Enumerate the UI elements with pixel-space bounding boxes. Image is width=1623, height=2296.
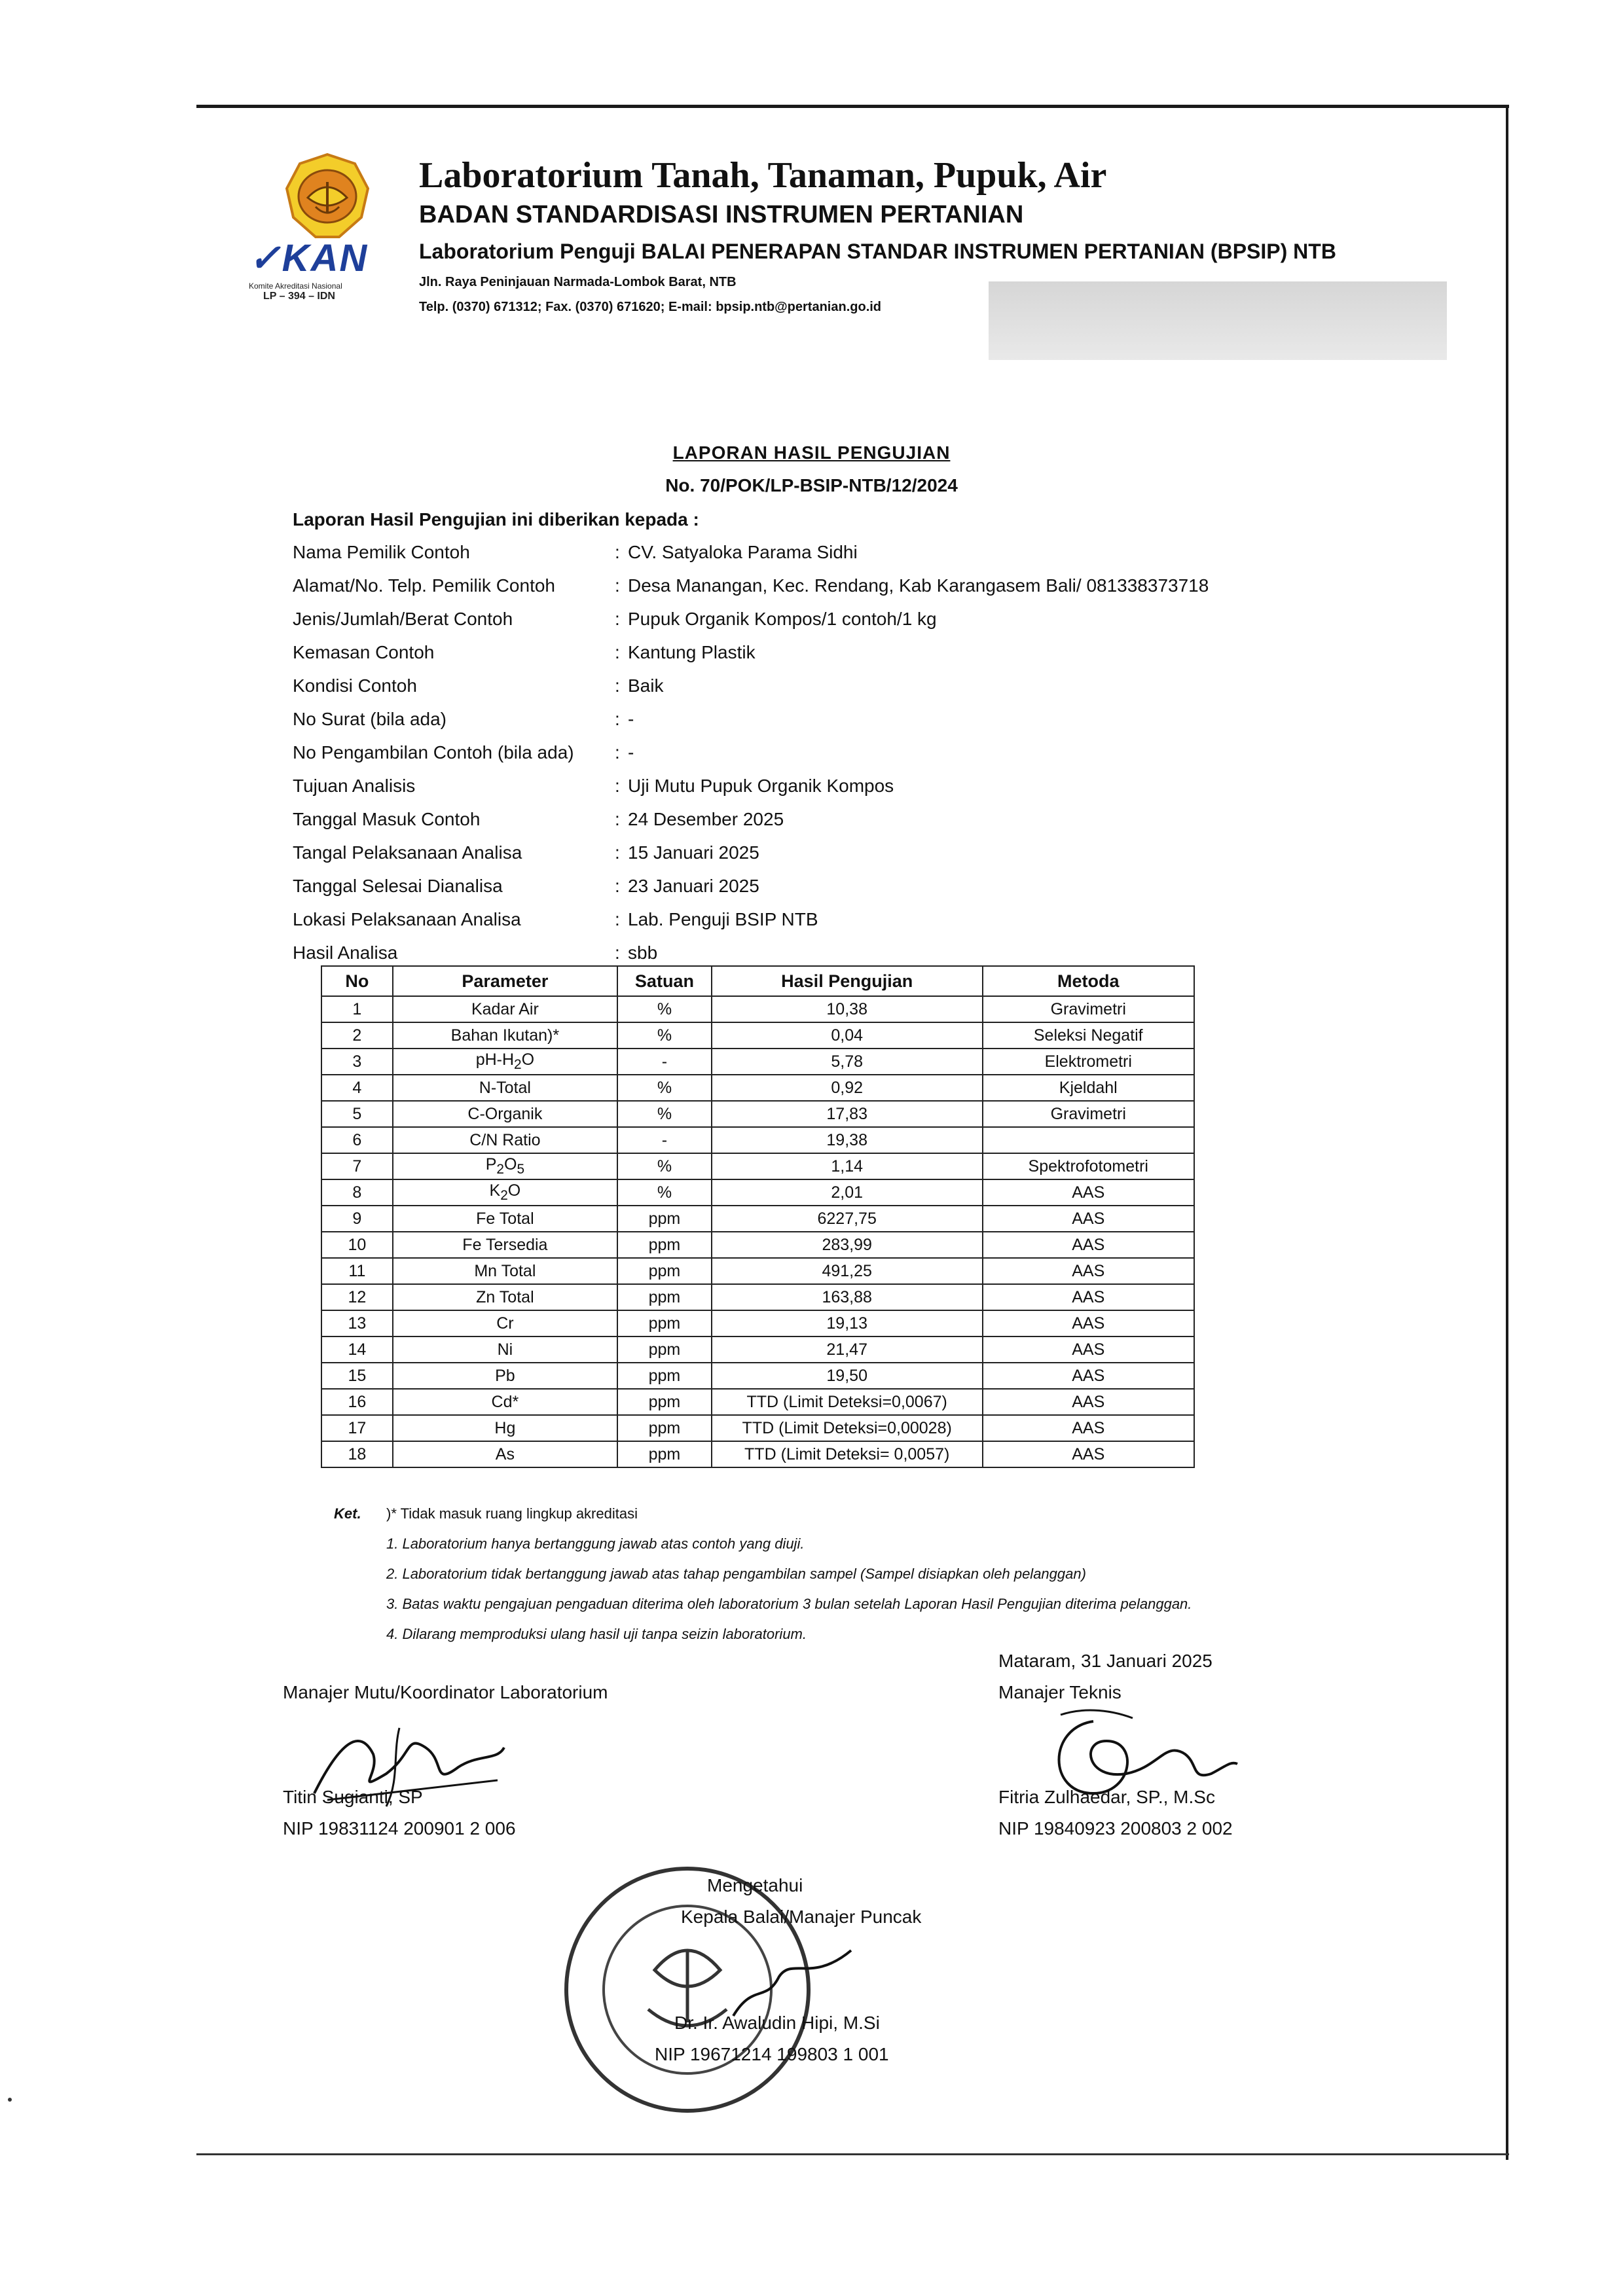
- cell-no: 14: [321, 1336, 393, 1363]
- col-parameter: Parameter: [393, 966, 617, 996]
- table-row: [321, 1415, 1194, 1441]
- cell-parameter: $P_2O_5$: [393, 1153, 617, 1179]
- lab-address: Jln. Raya Peninjauan Narmada-Lombok Barat, NTB: [419, 275, 737, 289]
- cell-no: 7: [321, 1153, 393, 1179]
- table-row: [321, 1284, 1194, 1310]
- cell-result: TTD (Limit Deteksi=0,00028): [712, 1415, 983, 1441]
- signer-name: Titin Sugianti, SP: [283, 1787, 423, 1807]
- cell-result: 0,92: [712, 1075, 983, 1101]
- cell-unit: ppm: [617, 1389, 712, 1415]
- info-value: Uji Mutu Pupuk Organik Kompos: [628, 776, 894, 796]
- cell-result: 283,99: [712, 1232, 983, 1258]
- note-item: 4. Dilarang memproduksi ulang hasil uji tanpa seizin laboratorium.: [386, 1626, 807, 1642]
- table-row: [321, 1075, 1194, 1101]
- ministry-logo-icon: [282, 151, 373, 242]
- cell-no: 9: [321, 1206, 393, 1232]
- lab-contact: Telp. (0370) 671312; Fax. (0370) 671620; E-mail: bpsip.ntb@pertanian.go.id: [419, 300, 882, 314]
- cell-no: 2: [321, 1022, 393, 1049]
- cell-result: TTD (Limit Deteksi=0,0067): [712, 1389, 983, 1415]
- cell-parameter: As: [393, 1441, 617, 1467]
- cell-result: TTD (Limit Deteksi= 0,0057): [712, 1441, 983, 1467]
- kan-code: LP – 394 – IDN: [263, 291, 335, 302]
- info-colon: :: [615, 809, 620, 829]
- cell-no: 3: [321, 1049, 393, 1075]
- kan-caption: Komite Akreditasi Nasional: [249, 281, 342, 291]
- cell-no: 4: [321, 1075, 393, 1101]
- info-colon: :: [615, 642, 620, 662]
- cell-unit: ppm: [617, 1363, 712, 1389]
- cell-no: 11: [321, 1258, 393, 1284]
- info-value: -: [628, 742, 634, 762]
- cell-parameter: C-Organik: [393, 1101, 617, 1127]
- cell-result: 163,88: [712, 1284, 983, 1310]
- info-colon: :: [615, 575, 620, 596]
- page-bottom-rule: [196, 2153, 1509, 2155]
- cell-no: 15: [321, 1363, 393, 1389]
- cell-result: 2,01: [712, 1179, 983, 1206]
- cell-no: 6: [321, 1127, 393, 1153]
- lab-title: Laboratorium Tanah, Tanaman, Pupuk, Air: [419, 155, 1107, 196]
- info-colon: :: [615, 909, 620, 929]
- info-label: Tangal Pelaksanaan Analisa: [293, 842, 522, 863]
- cell-parameter: Ni: [393, 1336, 617, 1363]
- cell-result: 17,83: [712, 1101, 983, 1127]
- cell-method: AAS: [983, 1415, 1194, 1441]
- col-satuan: Satuan: [617, 966, 712, 996]
- info-label: Tujuan Analisis: [293, 776, 416, 796]
- table-row: [321, 1232, 1194, 1258]
- cell-parameter: $pH-H_2O$: [393, 1049, 617, 1075]
- cell-unit: ppm: [617, 1336, 712, 1363]
- cell-method: Seleksi Negatif: [983, 1022, 1194, 1049]
- cell-no: 16: [321, 1389, 393, 1415]
- sub-lab-name: Laboratorium Penguji BALAI PENERAPAN STANDAR INSTRUMEN PERTANIAN (BPSIP) NTB: [419, 240, 1336, 263]
- cell-parameter: C/N Ratio: [393, 1127, 617, 1153]
- cell-unit: ppm: [617, 1206, 712, 1232]
- cell-unit: ppm: [617, 1310, 712, 1336]
- info-value: Desa Manangan, Kec. Rendang, Kab Karangasem Bali/ 081338373718: [628, 575, 1209, 596]
- header-shaded-band: [989, 281, 1447, 360]
- info-value: -: [628, 709, 634, 729]
- cell-no: 1: [321, 996, 393, 1022]
- info-colon: :: [615, 876, 620, 896]
- cell-no: 13: [321, 1310, 393, 1336]
- info-label: Kondisi Contoh: [293, 675, 417, 696]
- table-row: [321, 1049, 1194, 1075]
- cell-result: 0,04: [712, 1022, 983, 1049]
- cell-method: Elektrometri: [983, 1049, 1194, 1075]
- cell-unit: %: [617, 996, 712, 1022]
- cell-method: Gravimetri: [983, 1101, 1194, 1127]
- table-row: [321, 1206, 1194, 1232]
- cell-unit: -: [617, 1049, 712, 1075]
- cell-no: 12: [321, 1284, 393, 1310]
- cell-method: AAS: [983, 1336, 1194, 1363]
- table-row: [321, 1153, 1194, 1179]
- info-value: 23 Januari 2025: [628, 876, 759, 896]
- cell-unit: %: [617, 1153, 712, 1179]
- signer-nip: NIP 19840923 200803 2 002: [998, 1818, 1233, 1839]
- cell-parameter: Cr: [393, 1310, 617, 1336]
- info-label: Alamat/No. Telp. Pemilik Contoh: [293, 575, 555, 596]
- cell-method: AAS: [983, 1232, 1194, 1258]
- signature-left-image: [301, 1715, 517, 1813]
- col-metoda: Metoda: [983, 966, 1194, 996]
- cell-parameter: Mn Total: [393, 1258, 617, 1284]
- cell-unit: ppm: [617, 1415, 712, 1441]
- cell-method: AAS: [983, 1363, 1194, 1389]
- note-item: 1. Laboratorium hanya bertanggung jawab atas contoh yang diuji.: [386, 1535, 805, 1552]
- cell-method: AAS: [983, 1310, 1194, 1336]
- notes-accreditation: )* Tidak masuk ruang lingkup akreditasi: [386, 1505, 638, 1522]
- col-no: No: [321, 966, 393, 996]
- table-header-row: [321, 966, 1194, 996]
- signature-right-image: [1021, 1702, 1244, 1813]
- cell-unit: %: [617, 1022, 712, 1049]
- cell-no: 17: [321, 1415, 393, 1441]
- table-row: [321, 1179, 1194, 1206]
- info-colon: :: [615, 542, 620, 562]
- cell-parameter: Fe Tersedia: [393, 1232, 617, 1258]
- cell-no: 8: [321, 1179, 393, 1206]
- cell-parameter: N-Total: [393, 1075, 617, 1101]
- info-label: Kemasan Contoh: [293, 642, 435, 662]
- info-value: Kantung Plastik: [628, 642, 756, 662]
- cell-parameter: Hg: [393, 1415, 617, 1441]
- cell-parameter: Zn Total: [393, 1284, 617, 1310]
- info-colon: :: [615, 675, 620, 696]
- table-row: [321, 996, 1194, 1022]
- cell-result: 19,38: [712, 1127, 983, 1153]
- cell-result: 1,14: [712, 1153, 983, 1179]
- cell-result: 6227,75: [712, 1206, 983, 1232]
- info-value: Baik: [628, 675, 664, 696]
- info-colon: :: [615, 609, 620, 629]
- acknowledgement-label: Mengetahui: [707, 1875, 803, 1895]
- col-hasil: Hasil Pengujian: [712, 966, 983, 996]
- info-label: Tanggal Selesai Dianalisa: [293, 876, 503, 896]
- signer-role: Manajer Teknis: [998, 1682, 1122, 1702]
- signer-nip: NIP 19831124 200901 2 006: [283, 1818, 516, 1839]
- cell-parameter: $K_2O$: [393, 1179, 617, 1206]
- info-colon: :: [615, 942, 620, 963]
- cell-unit: %: [617, 1101, 712, 1127]
- signer-nip: NIP 19671214 199803 1 001: [655, 2044, 889, 2064]
- cell-no: 5: [321, 1101, 393, 1127]
- cell-result: 21,47: [712, 1336, 983, 1363]
- scan-speck: [8, 2098, 12, 2102]
- cell-method: Spektrofotometri: [983, 1153, 1194, 1179]
- cell-no: 18: [321, 1441, 393, 1467]
- results-table: [321, 965, 1195, 1468]
- page-right-rule: [1506, 105, 1508, 2160]
- cell-no: 10: [321, 1232, 393, 1258]
- cell-unit: -: [617, 1127, 712, 1153]
- cell-parameter: Bahan Ikutan)*: [393, 1022, 617, 1049]
- cell-unit: ppm: [617, 1441, 712, 1467]
- cell-result: 491,25: [712, 1258, 983, 1284]
- info-value: CV. Satyaloka Parama Sidhi: [628, 542, 858, 562]
- report-title: LAPORAN HASIL PENGUJIAN: [672, 442, 951, 463]
- table-row: [321, 1441, 1194, 1467]
- cell-method: AAS: [983, 1258, 1194, 1284]
- cell-method: AAS: [983, 1179, 1194, 1206]
- signer-role: Manajer Mutu/Koordinator Laboratorium: [283, 1682, 608, 1702]
- info-value: Lab. Penguji BSIP NTB: [628, 909, 818, 929]
- info-colon: :: [615, 776, 620, 796]
- cell-unit: ppm: [617, 1258, 712, 1284]
- cell-method: AAS: [983, 1441, 1194, 1467]
- cell-result: 19,13: [712, 1310, 983, 1336]
- info-colon: :: [615, 742, 620, 762]
- cell-unit: %: [617, 1075, 712, 1101]
- info-label: Tanggal Masuk Contoh: [293, 809, 481, 829]
- info-value: Pupuk Organik Kompos/1 contoh/1 kg: [628, 609, 937, 629]
- note-item: 3. Batas waktu pengajuan pengaduan diterima oleh laboratorium 3 bulan setelah Laporan Hasil Pengujian diterima pelanggan.: [386, 1596, 1192, 1612]
- note-item: 2. Laboratorium tidak bertanggung jawab atas tahap pengambilan sampel (Sampel disiapkan oleh pelanggan): [386, 1566, 1086, 1582]
- notes-label: Ket.: [334, 1505, 361, 1522]
- signing-place-date: Mataram, 31 Januari 2025: [998, 1651, 1213, 1671]
- cell-result: 19,50: [712, 1363, 983, 1389]
- cell-method: [983, 1127, 1194, 1153]
- info-value: 15 Januari 2025: [628, 842, 759, 863]
- info-label: Nama Pemilik Contoh: [293, 542, 470, 562]
- cell-unit: ppm: [617, 1232, 712, 1258]
- info-label: Jenis/Jumlah/Berat Contoh: [293, 609, 513, 629]
- cell-method: AAS: [983, 1206, 1194, 1232]
- table-row: [321, 1258, 1194, 1284]
- cell-method: Kjeldahl: [983, 1075, 1194, 1101]
- signer-role: Kepala Balai/Manajer Puncak: [681, 1907, 922, 1927]
- report-number: No. 70/POK/LP-BSIP-NTB/12/2024: [665, 475, 958, 495]
- info-value: 24 Desember 2025: [628, 809, 784, 829]
- table-row: [321, 1127, 1194, 1153]
- cell-parameter: Cd*: [393, 1389, 617, 1415]
- table-row: [321, 1363, 1194, 1389]
- table-row: [321, 1310, 1194, 1336]
- cell-unit: ppm: [617, 1284, 712, 1310]
- info-label: No Pengambilan Contoh (bila ada): [293, 742, 574, 762]
- report-intro: Laporan Hasil Pengujian ini diberikan kepada :: [293, 509, 699, 529]
- table-row: [321, 1336, 1194, 1363]
- cell-method: AAS: [983, 1284, 1194, 1310]
- cell-method: AAS: [983, 1389, 1194, 1415]
- kan-accreditation-mark: ✓KAN Komite Akreditasi Nasional LP – 394 – IDN: [249, 236, 393, 302]
- page-top-rule: [196, 105, 1509, 108]
- cell-parameter: Pb: [393, 1363, 617, 1389]
- cell-result: 10,38: [712, 996, 983, 1022]
- official-seal-stamp: [537, 1852, 864, 2127]
- cell-parameter: Kadar Air: [393, 996, 617, 1022]
- info-label: No Surat (bila ada): [293, 709, 447, 729]
- info-value: sbb: [628, 942, 658, 963]
- cell-parameter: Fe Total: [393, 1206, 617, 1232]
- signer-name: Fitria Zulhaedar, SP., M.Sc: [998, 1787, 1215, 1807]
- agency-name: BADAN STANDARDISASI INSTRUMEN PERTANIAN: [419, 201, 1024, 228]
- table-row: [321, 1101, 1194, 1127]
- cell-unit: %: [617, 1179, 712, 1206]
- cell-result: 5,78: [712, 1049, 983, 1075]
- cell-method: Gravimetri: [983, 996, 1194, 1022]
- info-label: Hasil Analisa: [293, 942, 398, 963]
- table-row: [321, 1389, 1194, 1415]
- info-label: Lokasi Pelaksanaan Analisa: [293, 909, 521, 929]
- info-colon: :: [615, 842, 620, 863]
- table-row: [321, 1022, 1194, 1049]
- info-colon: :: [615, 709, 620, 729]
- signer-name: Dr. Ir. Awaludin Hipi, M.Si: [674, 2013, 880, 2033]
